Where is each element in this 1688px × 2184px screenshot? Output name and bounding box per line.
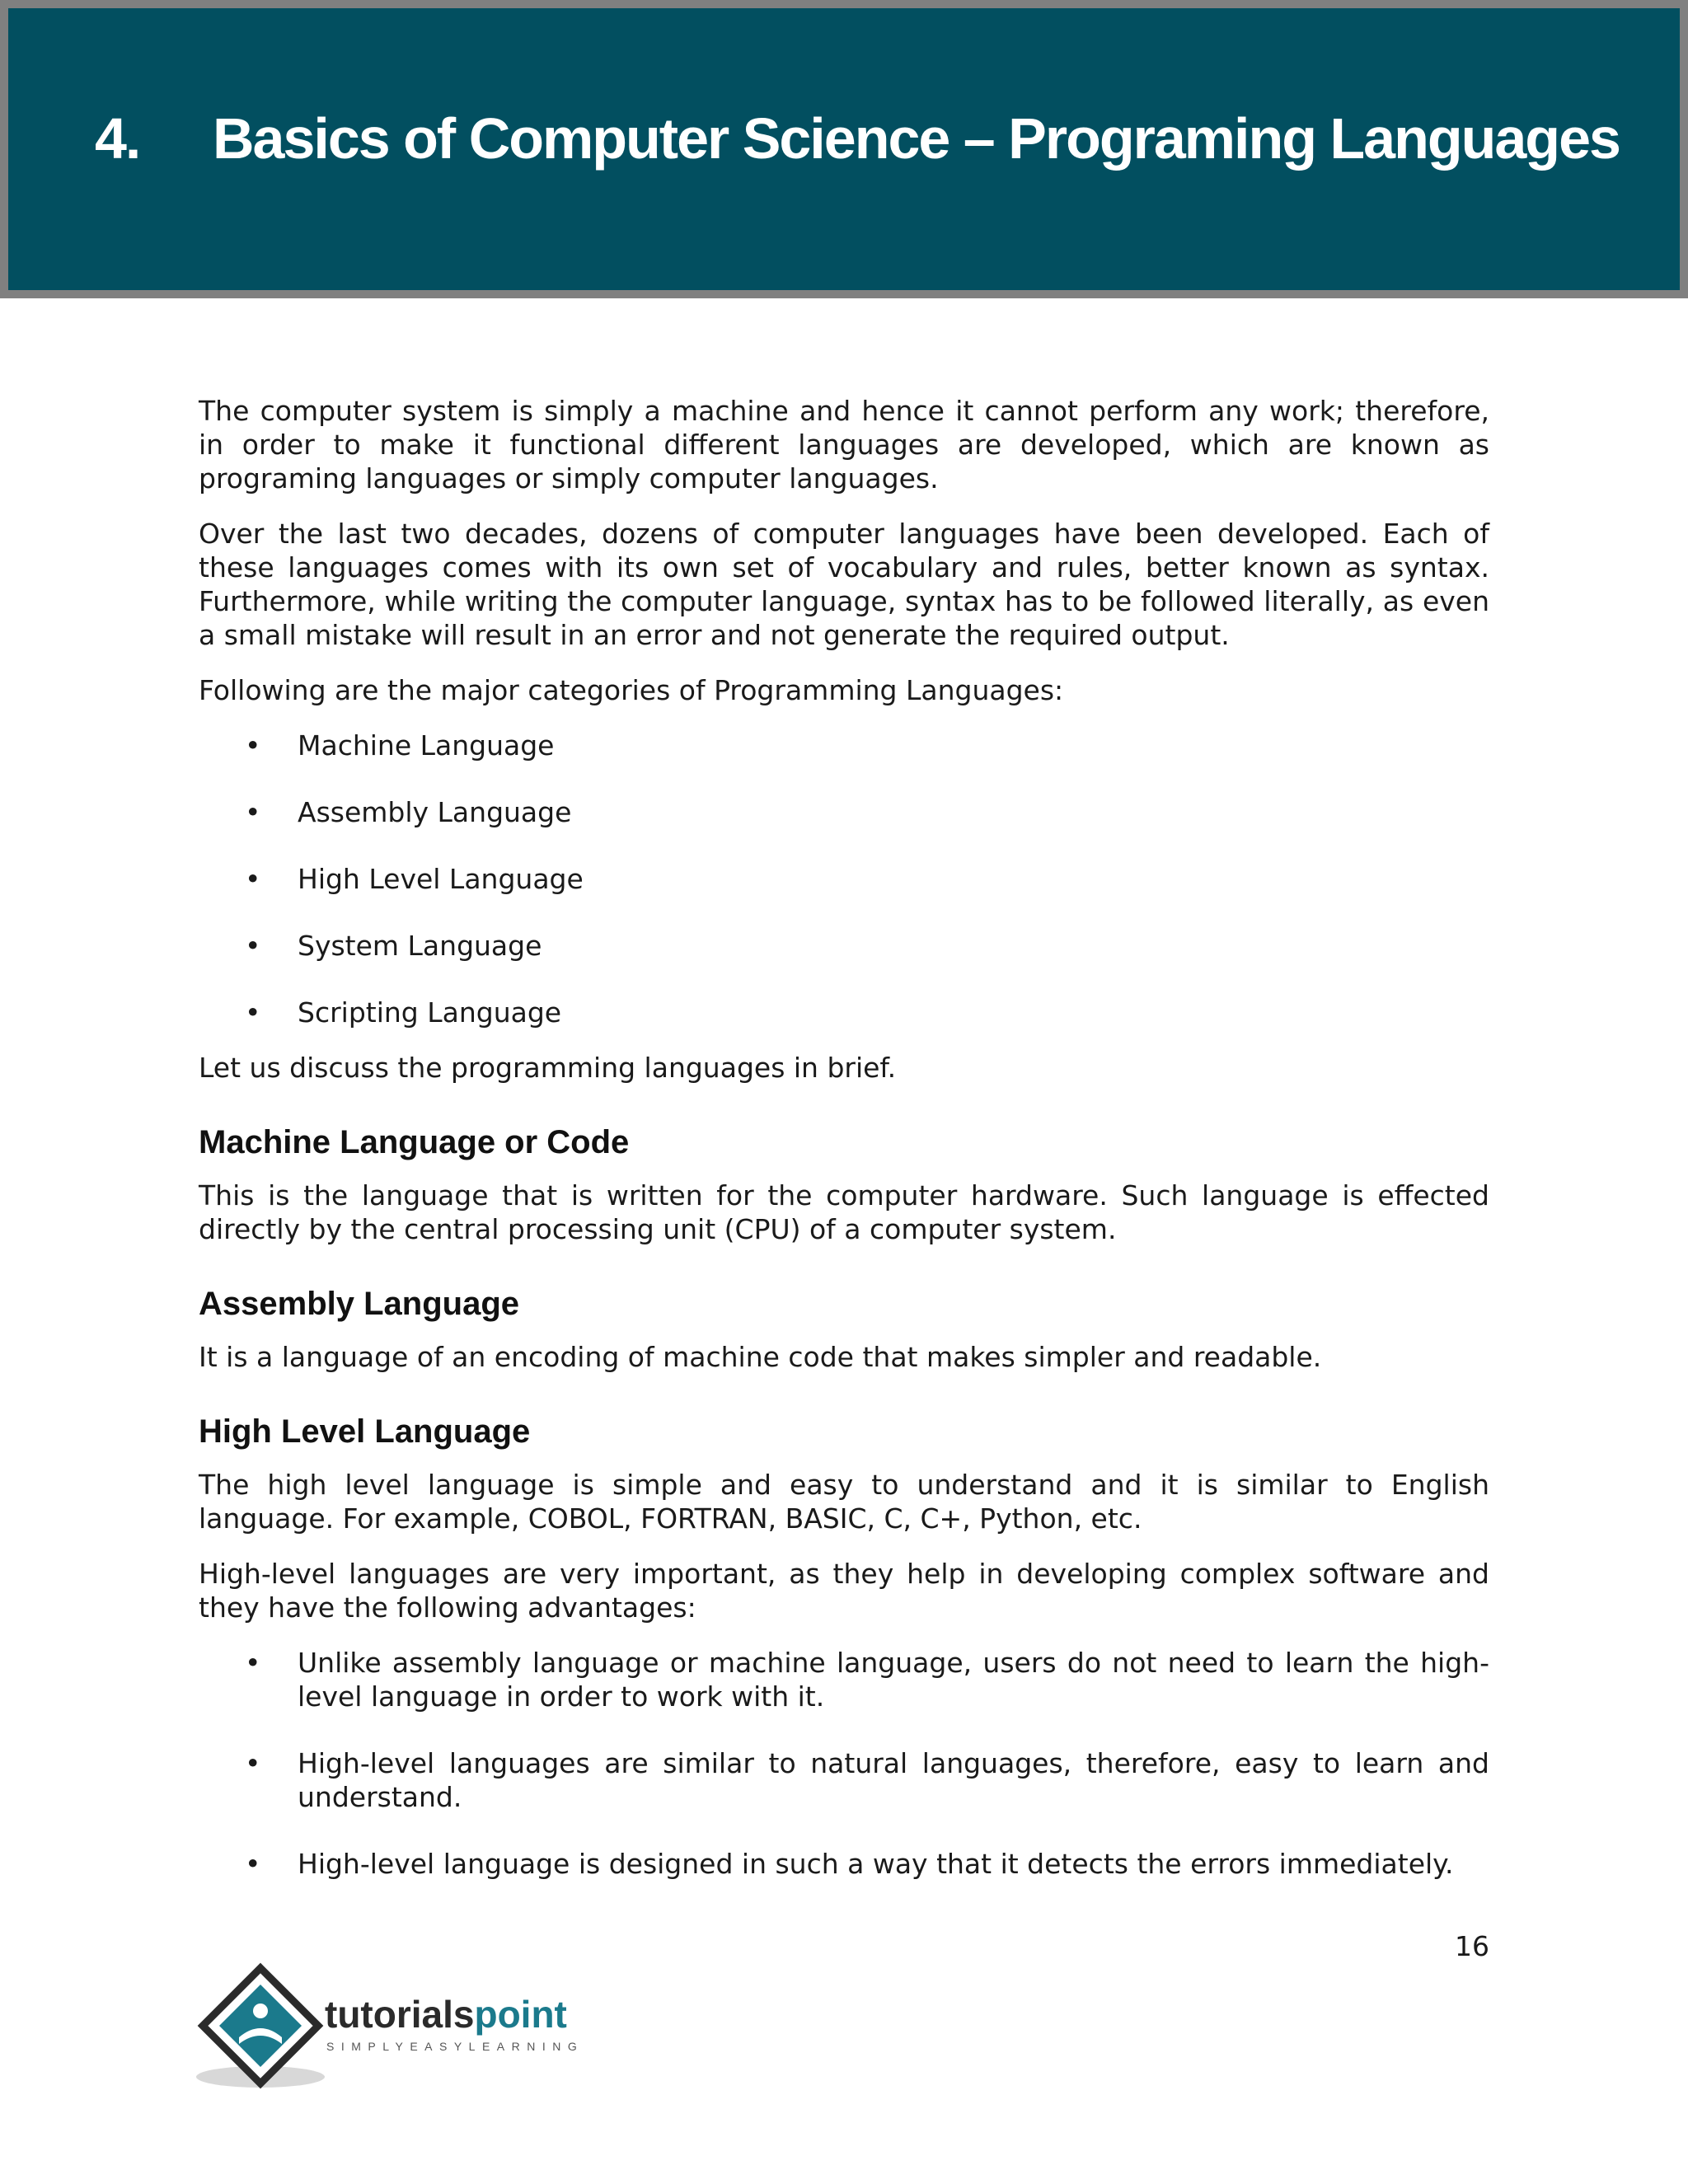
assembly-language-heading: Assembly Language — [199, 1286, 520, 1322]
list-item-text: High-level languages are similar to natural languages, therefore, easy to learn and understand. — [298, 1747, 1489, 1813]
list-item — [199, 795, 1489, 829]
list-item — [199, 862, 1489, 896]
list-item-text: High Level Language — [298, 863, 584, 895]
high-level-paragraph-1: The high level language is simple and easy to understand and it is similar to English language. For example, COBOL, FORTRAN, BASIC, C, C+, Python, etc. — [199, 1469, 1489, 1535]
machine-language-heading: Machine Language or Code — [199, 1124, 630, 1160]
list-item-text: Assembly Language — [298, 796, 572, 828]
page-content — [199, 394, 1489, 1914]
logo-head-icon — [253, 2004, 268, 2018]
logo-wordmark-part1: tutorials — [325, 1993, 475, 2036]
bullet-icon: • — [245, 930, 261, 962]
page-number: 16 — [1455, 1930, 1489, 1962]
assembly-language-text: It is a language of an encoding of machine code that makes simpler and readable. — [199, 1341, 1322, 1373]
bullet-icon: • — [245, 796, 261, 828]
list-item — [199, 929, 1489, 963]
chapter-title-text: Basics of Computer Science – Programing Languages — [213, 106, 1620, 171]
bullet-icon: • — [245, 1747, 261, 1779]
list-item-text: Scripting Language — [298, 996, 562, 1029]
list-item-text: Machine Language — [298, 729, 555, 762]
high-level-paragraph-2: High-level languages are very important, as they help in developing complex software and they have the following advantages: — [199, 1558, 1489, 1624]
bullet-icon: • — [245, 729, 261, 762]
intro-paragraph-3: Following are the major categories of Programming Languages: — [199, 674, 1064, 706]
logo-wordmark — [325, 1993, 567, 2036]
logo-wordmark-part2: point — [474, 1993, 567, 2036]
bullet-icon: • — [245, 1848, 261, 1880]
bullet-icon: • — [245, 996, 261, 1029]
high-level-language-heading: High Level Language — [199, 1413, 531, 1450]
list-item-text: High-level language is designed in such a way that it detects the errors immediately. — [298, 1848, 1454, 1880]
list-item-text: Unlike assembly language or machine language, users do not need to learn the high-level language in order to work with it. — [298, 1647, 1489, 1713]
list-item-text: System Language — [298, 930, 542, 962]
list-item — [199, 1746, 1489, 1814]
machine-language-text: This is the language that is written for the computer hardware. Such language is effected directly by the central processing unit (CPU) of a computer system. — [199, 1179, 1489, 1245]
advantages-list — [199, 1646, 1489, 1881]
intro-paragraph-1: The computer system is simply a machine and hence it cannot perform any work; therefore, in order to make it functional different languages are developed, which are known as programing languages or simply computer languages. — [199, 395, 1489, 494]
chapter-title — [95, 105, 1620, 171]
list-item — [199, 1646, 1489, 1713]
discuss-paragraph: Let us discuss the programming languages in brief. — [199, 1052, 897, 1084]
bullet-icon: • — [245, 1647, 261, 1679]
bullet-icon: • — [245, 863, 261, 895]
chapter-banner — [0, 0, 1688, 298]
list-item — [199, 996, 1489, 1029]
categories-list — [199, 729, 1489, 1029]
tutorialspoint-logo — [196, 1961, 625, 2093]
logo-tagline: SIMPLYEASYLEARNING — [326, 2040, 584, 2053]
list-item — [199, 729, 1489, 762]
list-item — [199, 1847, 1489, 1881]
chapter-number: 4. — [95, 106, 140, 171]
intro-paragraph-2: Over the last two decades, dozens of computer languages have been developed. Each of these languages comes with its own set of vocabulary and rules, better known as syntax. Furthermore, while writing the computer language, syntax has to be followed literally, as even a small mistake will result in an error and not generate the required output. — [199, 518, 1489, 651]
